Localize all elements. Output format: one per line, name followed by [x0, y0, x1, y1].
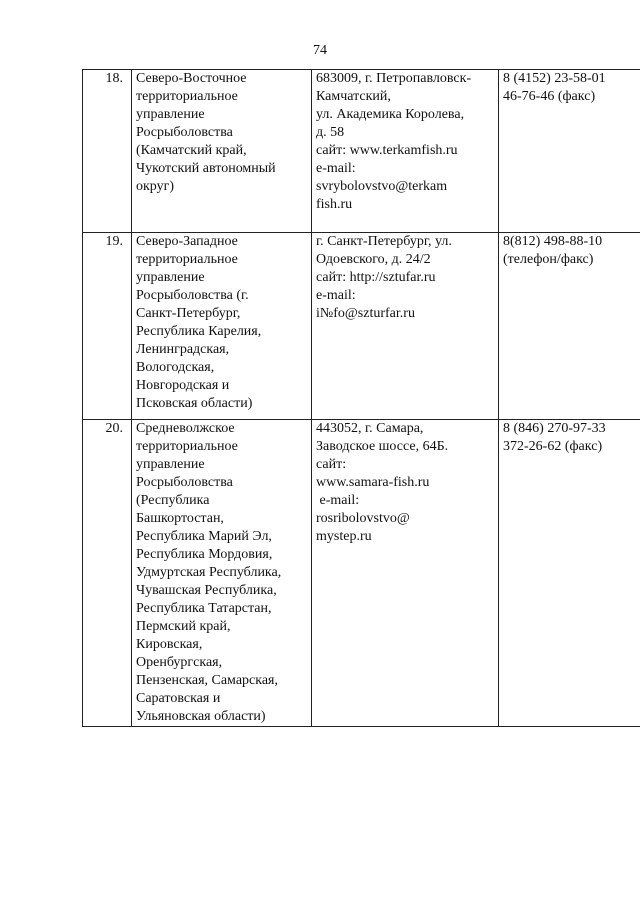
phone-line: 8 (4152) 23-58-01	[503, 71, 606, 86]
address-line: fish.ru	[316, 197, 353, 212]
organization-line: Росрыболовства	[136, 125, 233, 140]
row-number-cell	[83, 233, 132, 420]
address-line: сайт: http://sztufar.ru	[316, 270, 436, 285]
organization-line: Ленинградская,	[136, 342, 230, 357]
phone-line: 8 (846) 270-97-33	[503, 421, 606, 436]
organization-line: Республика Татарстан,	[136, 601, 272, 616]
organization-line: управление	[136, 107, 205, 122]
address-line: e-mail:	[316, 161, 356, 176]
organization-line: Башкортостан,	[136, 511, 224, 526]
organization-line: территориальное	[136, 439, 238, 454]
address-line: mystep.ru	[316, 529, 372, 544]
organization-line: Саратовская и	[136, 691, 221, 706]
organization-cell	[132, 233, 312, 420]
row-number: 18.	[105, 71, 123, 86]
organization-line: Чувашская Республика,	[136, 583, 277, 598]
row-number-cell	[83, 70, 132, 233]
phone-line: (телефон/факс)	[503, 252, 594, 267]
organization-line: Удмуртская Республика,	[136, 565, 282, 580]
organization-line: Республика Карелия,	[136, 324, 262, 339]
organization-line: управление	[136, 457, 205, 472]
organization-line: Республика Марий Эл,	[136, 529, 272, 544]
organization-line: Росрыболовства (г.	[136, 288, 249, 303]
row-number-cell	[83, 420, 132, 727]
phone-line: 8(812) 498-88-10	[503, 234, 603, 249]
address-line: 683009, г. Петропавловск-	[316, 71, 472, 86]
address-line: svrybolovstvo@terkam	[316, 179, 448, 194]
table-row	[83, 70, 640, 233]
organization-line: Ульяновская области)	[136, 709, 266, 724]
address-line: 443052, г. Самара,	[316, 421, 424, 436]
organization-line: Псковская области)	[136, 396, 253, 411]
organization-line: Чукотский автономный	[136, 161, 276, 176]
address-line: сайт:	[316, 457, 347, 472]
phone-cell	[499, 70, 640, 233]
address-line: сайт: www.terkamfish.ru	[316, 143, 458, 158]
organization-line: управление	[136, 270, 205, 285]
address-line: Одоевского, д. 24/2	[316, 252, 431, 267]
organization-line: Пермский край,	[136, 619, 231, 634]
organization-line: территориальное	[136, 252, 238, 267]
organization-line: Кировская,	[136, 637, 203, 652]
organization-cell	[132, 70, 312, 233]
phone-cell	[499, 233, 640, 420]
row-number: 20.	[105, 421, 123, 436]
address-line: www.samara-fish.ru	[316, 475, 430, 490]
organization-cell	[132, 420, 312, 727]
phone-line: 46-76-46 (факс)	[503, 89, 596, 104]
organization-line: (Республика	[136, 493, 210, 508]
organization-line: Новгородская и	[136, 378, 230, 393]
table-row	[83, 420, 640, 727]
organization-line: Вологодская,	[136, 360, 215, 375]
organization-line: Средневолжское	[136, 421, 235, 436]
address-cell	[312, 233, 499, 420]
organization-line: Республика Мордовия,	[136, 547, 273, 562]
directory-table	[82, 69, 640, 727]
phone-line: 372-26-62 (факс)	[503, 439, 603, 454]
organization-line: территориальное	[136, 89, 238, 104]
table-body	[83, 70, 640, 727]
address-line: ул. Академика Королева,	[316, 107, 465, 122]
organization-line: Северо-Восточное	[136, 71, 247, 86]
address-line: rosribolovstvo@	[316, 511, 410, 526]
organization-line: Пензенская, Самарская,	[136, 673, 278, 688]
address-line: г. Санкт-Петербург, ул.	[316, 234, 452, 249]
page-number: 74	[313, 43, 327, 58]
organization-line: Росрыболовства	[136, 475, 233, 490]
address-cell	[312, 70, 499, 233]
address-line: e-mail:	[316, 493, 360, 508]
phone-cell	[499, 420, 640, 727]
row-number: 19.	[105, 234, 123, 249]
table-row	[83, 233, 640, 420]
address-line: i№fo@szturfar.ru	[316, 306, 415, 321]
organization-line: Санкт-Петербург,	[136, 306, 241, 321]
organization-line: (Камчатский край,	[136, 143, 247, 158]
organization-line: округ)	[136, 179, 175, 194]
organization-line: Северо-Западное	[136, 234, 238, 249]
address-line: д. 58	[316, 125, 345, 140]
address-cell	[312, 420, 499, 727]
address-line: Камчатский,	[316, 89, 391, 104]
address-line: e-mail:	[316, 288, 356, 303]
address-line: Заводское шоссе, 64Б.	[316, 439, 449, 454]
organization-line: Оренбургская,	[136, 655, 223, 670]
